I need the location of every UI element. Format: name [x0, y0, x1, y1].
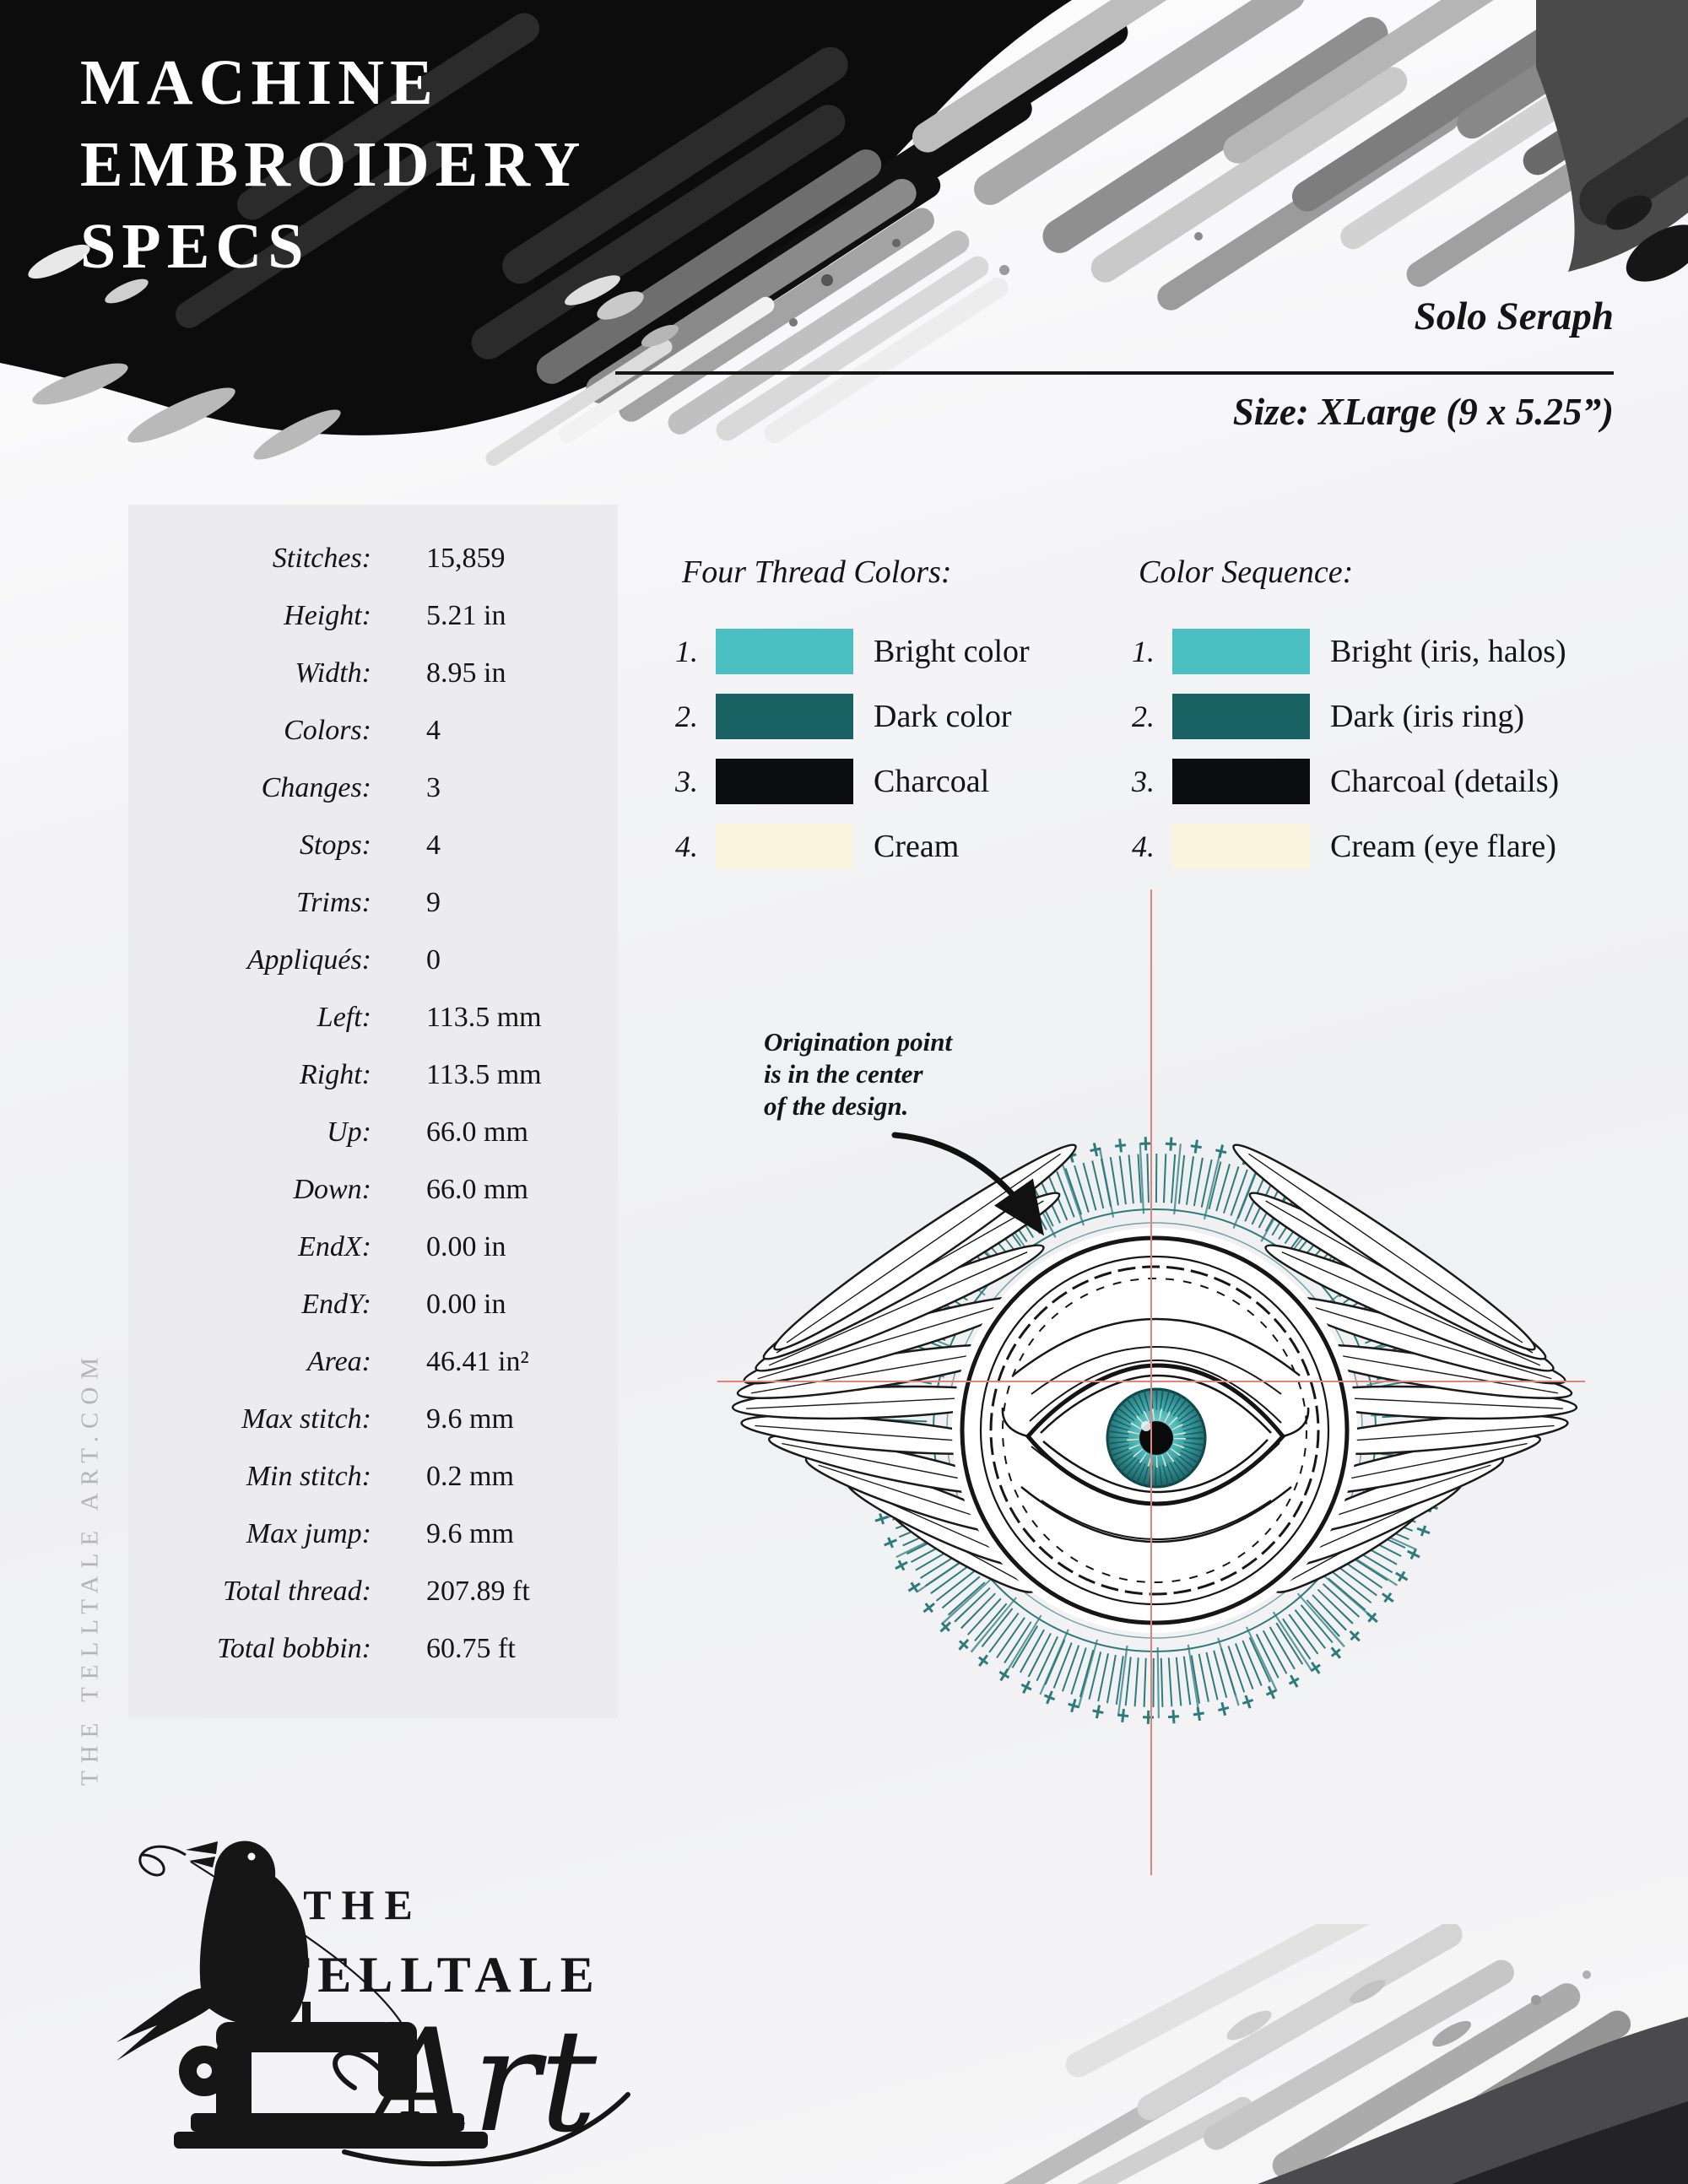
stat-row: [128, 645, 618, 702]
color-sequence-heading: Color Sequence:: [1139, 554, 1354, 590]
color-label: Bright color: [874, 634, 1030, 669]
color-label: Charcoal: [874, 764, 990, 799]
stat-value: 9.6 mm: [426, 1518, 514, 1549]
color-swatch: [716, 629, 853, 674]
stat-label: Total bobbin:: [217, 1633, 371, 1664]
stat-value: 46.41 in²: [426, 1346, 529, 1377]
stat-label: Right:: [300, 1059, 371, 1090]
stat-label: EndY:: [301, 1289, 371, 1320]
color-sequence-item: [1132, 824, 1556, 869]
stat-row: [128, 1046, 618, 1104]
stat-row: [128, 1563, 618, 1620]
stats-panel: [128, 505, 618, 1718]
origination-arrow-icon: [874, 1116, 1059, 1242]
color-sequence-item: [1132, 629, 1566, 674]
embroidery-design: [690, 1097, 1619, 1772]
item-number: 3.: [675, 765, 698, 798]
color-swatch: [1172, 824, 1310, 869]
stat-row: [128, 1276, 618, 1333]
thread-color-item: [675, 694, 1012, 739]
logo-word-the: THE: [303, 1881, 423, 1928]
stat-row: [128, 989, 618, 1046]
logo-word-telltale: TELLTALE: [276, 1947, 602, 2003]
item-number: 3.: [1132, 765, 1155, 798]
stat-row: [128, 1620, 618, 1678]
website-vertical-text: THE TELLTALE ART.COM: [76, 1349, 104, 1787]
color-swatch: [716, 759, 853, 804]
color-swatch: [1172, 629, 1310, 674]
stat-row: [128, 874, 618, 932]
stat-row: [128, 932, 618, 989]
stat-value: 207.89 ft: [426, 1576, 530, 1607]
stat-row: [128, 1104, 618, 1161]
thread-color-item: [675, 824, 959, 869]
stat-label: Left:: [316, 1002, 371, 1033]
color-label: Cream: [874, 829, 960, 864]
item-number: 1.: [675, 635, 698, 668]
corner-brush-art: [895, 1924, 1688, 2184]
page-title-line: MACHINE: [80, 47, 439, 118]
stat-label: Stitches:: [272, 543, 371, 574]
item-number: 4.: [1132, 830, 1155, 863]
thread-loop: [140, 1846, 186, 1875]
stat-row: [128, 587, 618, 645]
handwheel-hole: [197, 2063, 212, 2079]
stat-label: Colors:: [284, 715, 371, 746]
stat-label: EndX:: [298, 1231, 371, 1262]
stat-label: Changes:: [261, 772, 371, 803]
stat-row: [128, 1506, 618, 1563]
stat-row: [128, 530, 618, 587]
logo-word-art: Art: [370, 1998, 598, 2164]
stat-row: [128, 1219, 618, 1276]
stat-value: 66.0 mm: [426, 1174, 528, 1205]
origination-note-line: is in the center: [764, 1059, 923, 1089]
stat-row: [128, 1333, 618, 1391]
thread-color-item: [675, 629, 1030, 674]
item-number: 4.: [675, 830, 698, 863]
stat-value: 9.6 mm: [426, 1403, 514, 1435]
thread-colors-heading: Four Thread Colors:: [682, 554, 952, 590]
stat-row: [128, 1391, 618, 1448]
color-swatch: [1172, 759, 1310, 804]
origination-note-line: of the design.: [764, 1091, 909, 1121]
stat-value: 113.5 mm: [426, 1059, 542, 1090]
color-sequence-item: [1132, 759, 1559, 804]
color-swatch: [1172, 694, 1310, 739]
stat-label: Max jump:: [246, 1518, 371, 1549]
size-label: Size: XLarge (9 x 5.25”): [1232, 391, 1614, 433]
origination-note-line: Origination point: [764, 1027, 953, 1057]
color-swatch: [716, 824, 853, 869]
stat-value: 4: [426, 715, 441, 746]
color-label: Bright (iris, halos): [1330, 634, 1566, 669]
stat-label: Width:: [295, 657, 371, 689]
color-sequence-item: [1132, 694, 1524, 739]
stat-value: 8.95 in: [426, 657, 506, 689]
stat-value: 5.21 in: [426, 600, 506, 631]
stat-row: [128, 702, 618, 760]
stat-value: 15,859: [426, 543, 506, 574]
stat-row: [128, 1161, 618, 1219]
item-number: 2.: [1132, 700, 1155, 733]
stat-value: 66.0 mm: [426, 1116, 528, 1148]
color-swatch: [716, 694, 853, 739]
page-title-line: SPECS: [80, 211, 310, 282]
stat-value: 113.5 mm: [426, 1002, 542, 1033]
brand-logo: [91, 1816, 638, 2177]
design-name: Solo Seraph: [1414, 295, 1614, 338]
stat-label: Up:: [327, 1116, 371, 1148]
stat-label: Appliqués:: [246, 944, 371, 976]
item-number: 1.: [1132, 635, 1155, 668]
stat-value: 3: [426, 772, 441, 803]
color-label: Dark (iris ring): [1330, 699, 1525, 734]
item-number: 2.: [675, 700, 698, 733]
crosshair-vertical: [1150, 889, 1152, 1875]
stat-label: Trims:: [296, 887, 371, 918]
stat-label: Height:: [284, 600, 371, 631]
stat-value: 0.00 in: [426, 1231, 506, 1262]
stat-row: [128, 760, 618, 817]
color-label: Dark color: [874, 699, 1012, 734]
page-title: [80, 42, 586, 288]
stat-label: Stops:: [300, 830, 371, 861]
stat-value: 4: [426, 830, 441, 861]
page-title-line: EMBROIDERY: [80, 129, 587, 200]
stat-label: Down:: [293, 1174, 371, 1205]
stat-value: 0: [426, 944, 441, 976]
stat-row: [128, 1448, 618, 1506]
stat-label: Area:: [306, 1346, 371, 1377]
color-label: Cream (eye flare): [1330, 829, 1556, 864]
stat-value: 0.00 in: [426, 1289, 506, 1320]
header-divider-rule: [615, 371, 1614, 375]
stat-label: Min stitch:: [246, 1461, 371, 1492]
stat-label: Max stitch:: [241, 1403, 371, 1435]
stat-value: 9: [426, 887, 441, 918]
stat-value: 0.2 mm: [426, 1461, 514, 1492]
origination-note: [764, 1026, 952, 1122]
stat-label: Total thread:: [222, 1576, 371, 1607]
stat-value: 60.75 ft: [426, 1633, 516, 1664]
color-label: Charcoal (details): [1330, 764, 1560, 799]
thread-color-item: [675, 759, 989, 804]
stat-row: [128, 817, 618, 874]
